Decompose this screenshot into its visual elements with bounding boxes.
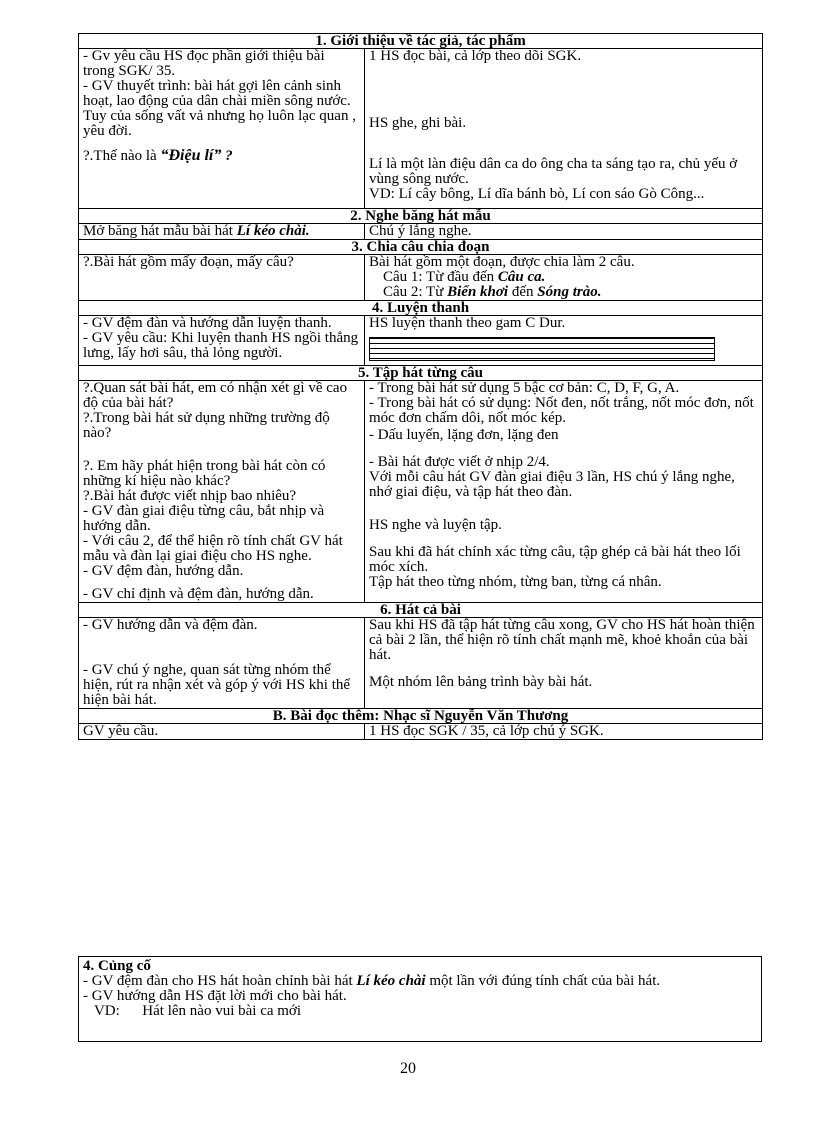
page-number: 20 bbox=[400, 1060, 416, 1077]
text-line: - GV hướng dẫn và đệm đàn. bbox=[83, 617, 258, 633]
section-heading: 1. Giới thiệu về tác giả, tác phẩm bbox=[79, 34, 763, 49]
text-line: 1 HS đọc SGK / 35, cả lớp chú ý SGK. bbox=[369, 723, 604, 739]
section-heading: 5. Tập hát từng câu bbox=[79, 366, 763, 381]
text-line: VD: Hát lên nào vui bài ca mới bbox=[83, 1003, 302, 1019]
text-line: - GV đệm đàn, hướng dẫn. bbox=[83, 563, 244, 579]
section-heading: 4. Luyện thanh bbox=[79, 301, 763, 316]
student-activity-cell bbox=[365, 316, 763, 366]
text-line: - GV chỉ định và đệm đàn, hướng dẫn. bbox=[83, 586, 314, 602]
text-line: - Dấu luyến, lặng đơn, lặng đen bbox=[369, 427, 559, 443]
teacher-activity-cell bbox=[79, 255, 365, 301]
student-activity-cell bbox=[365, 49, 763, 209]
text-line: ?.Thế nào là “Điệu lí” ? bbox=[83, 147, 233, 164]
music-staff bbox=[369, 337, 715, 361]
text-line: - Trong bài hát sử dụng 5 bậc cơ bản: C, D, F, G, A. bbox=[369, 380, 680, 396]
text-line: HS nghe và luyện tập. bbox=[369, 517, 502, 533]
teacher-activity-cell bbox=[79, 224, 365, 240]
text-line: - GV đệm đàn cho HS hát hoàn chỉnh bài hát Lí kéo chài một lần với đúng tính chất của bài hát. bbox=[83, 973, 661, 989]
text-line: ?.Trong bài hát sử dụng những trường độ nào? bbox=[83, 410, 330, 441]
text-line: Sau khi đã hát chính xác từng câu, tập ghép cả bài hát theo lối móc xích. bbox=[369, 544, 741, 575]
text-line: Chú ý lắng nghe. bbox=[369, 223, 472, 239]
text-line: VD: Lí cây bông, Lí dĩa bánh bò, Lí con sáo Gò Công... bbox=[369, 186, 705, 202]
text-line: HS luyện thanh theo gam C Dur. bbox=[369, 315, 566, 331]
section-heading: 2. Nghe băng hát mẫu bbox=[79, 209, 763, 224]
text-line: Câu 1: Từ đầu đến Câu ca. bbox=[383, 269, 546, 285]
text-line: - Bài hát được viết ở nhịp 2/4. bbox=[369, 454, 550, 470]
text-line: Sau khi HS đã tập hát từng câu xong, GV cho HS hát hoàn thiện cả bài 2 lần, thể hiện rõ tính chất mạnh mẽ, khoẻ khoắn của bài hát. bbox=[369, 617, 755, 663]
text-line: - GV thuyết trình: bài hát gợi lên cảnh sinh hoạt, lao động của dân chài miền sông nước. Tuy của sống vất vả nhưng họ luôn lạc quan , yêu đời. bbox=[83, 78, 356, 139]
text-line: GV yêu cầu. bbox=[83, 723, 159, 739]
text-line: 1 HS đọc bài, cả lớp theo dõi SGK. bbox=[369, 48, 582, 64]
teacher-activity-cell bbox=[79, 49, 365, 209]
text-line: Lí là một làn điệu dân ca do ông cha ta sáng tạo ra, chủ yếu ở vùng sông nước. bbox=[369, 156, 738, 187]
consolidation-title: 4. Củng cố bbox=[83, 958, 151, 974]
text-line: - GV chú ý nghe, quan sát từng nhóm thể hiện, rút ra nhận xét và góp ý với HS khi thể hiện bài hát. bbox=[83, 662, 351, 708]
text-line: Với mỗi câu hát GV đàn giai điệu 3 lần, HS chú ý lắng nghe, nhớ giai điệu, và tập hát theo đàn. bbox=[369, 469, 735, 500]
student-activity-cell bbox=[365, 618, 763, 709]
student-activity-cell bbox=[365, 255, 763, 301]
text-line: - Với câu 2, để thể hiện rõ tính chất GV hát mẫu và đàn lại giai điệu cho HS nghe. bbox=[83, 533, 343, 564]
teacher-activity-cell bbox=[79, 724, 365, 740]
teacher-activity-cell bbox=[79, 316, 365, 366]
teacher-activity-cell bbox=[79, 618, 365, 709]
section-heading: B. Bài đọc thêm: Nhạc sĩ Nguyễn Văn Thương bbox=[79, 709, 763, 724]
text-line: - Trong bài hát có sử dụng: Nốt đen, nốt trắng, nốt móc đơn, nốt móc đơn chấm dôi, nốt móc kép. bbox=[369, 395, 754, 426]
text-line: - GV đệm đàn và hướng dẫn luyện thanh. bbox=[83, 315, 332, 331]
student-activity-cell bbox=[365, 724, 763, 740]
student-activity-cell bbox=[365, 381, 763, 603]
consolidation-box bbox=[78, 956, 762, 1042]
text-line: - Gv yêu cầu HS đọc phần giới thiệu bài trong SGK/ 35. bbox=[83, 48, 325, 79]
text-line: - GV đàn giai điệu từng câu, bắt nhịp và hướng dẫn. bbox=[83, 503, 325, 534]
text-line: ?.Bài hát được viết nhịp bao nhiêu? bbox=[83, 488, 297, 504]
teacher-activity-cell bbox=[79, 381, 365, 603]
text-line: Câu 2: Từ Biển khơi đến Sóng trào. bbox=[383, 284, 602, 300]
section-heading: 6. Hát cả bài bbox=[79, 603, 763, 618]
text-line: Bài hát gồm một đoạn, được chia làm 2 câu. bbox=[369, 254, 635, 270]
text-line: HS ghe, ghi bài. bbox=[369, 115, 467, 131]
text-line: Một nhóm lên bảng trình bày bài hát. bbox=[369, 674, 593, 690]
text-line: Mở băng hát mẫu bài hát Lí kéo chài. bbox=[83, 223, 310, 239]
lesson-table bbox=[78, 33, 763, 740]
text-line: ?. Em hãy phát hiện trong bài hát còn có những kí hiệu nào khác? bbox=[83, 458, 326, 489]
text-line: - GV hướng dẫn HS đặt lời mới cho bài hát. bbox=[83, 988, 347, 1004]
text-line: ?.Quan sát bài hát, em có nhận xét gì về cao độ của bài hát? bbox=[83, 380, 348, 411]
text-line: - GV yêu cầu: Khi luyện thanh HS ngồi thẳng lưng, lấy hơi sâu, thả lỏng người. bbox=[83, 330, 359, 361]
student-activity-cell bbox=[365, 224, 763, 240]
section-heading: 3. Chia câu chia đoạn bbox=[79, 240, 763, 255]
text-line: ?.Bài hát gồm mấy đoạn, mấy câu? bbox=[83, 254, 294, 270]
text-line: Tập hát theo từng nhóm, từng ban, từng cá nhân. bbox=[369, 574, 662, 590]
